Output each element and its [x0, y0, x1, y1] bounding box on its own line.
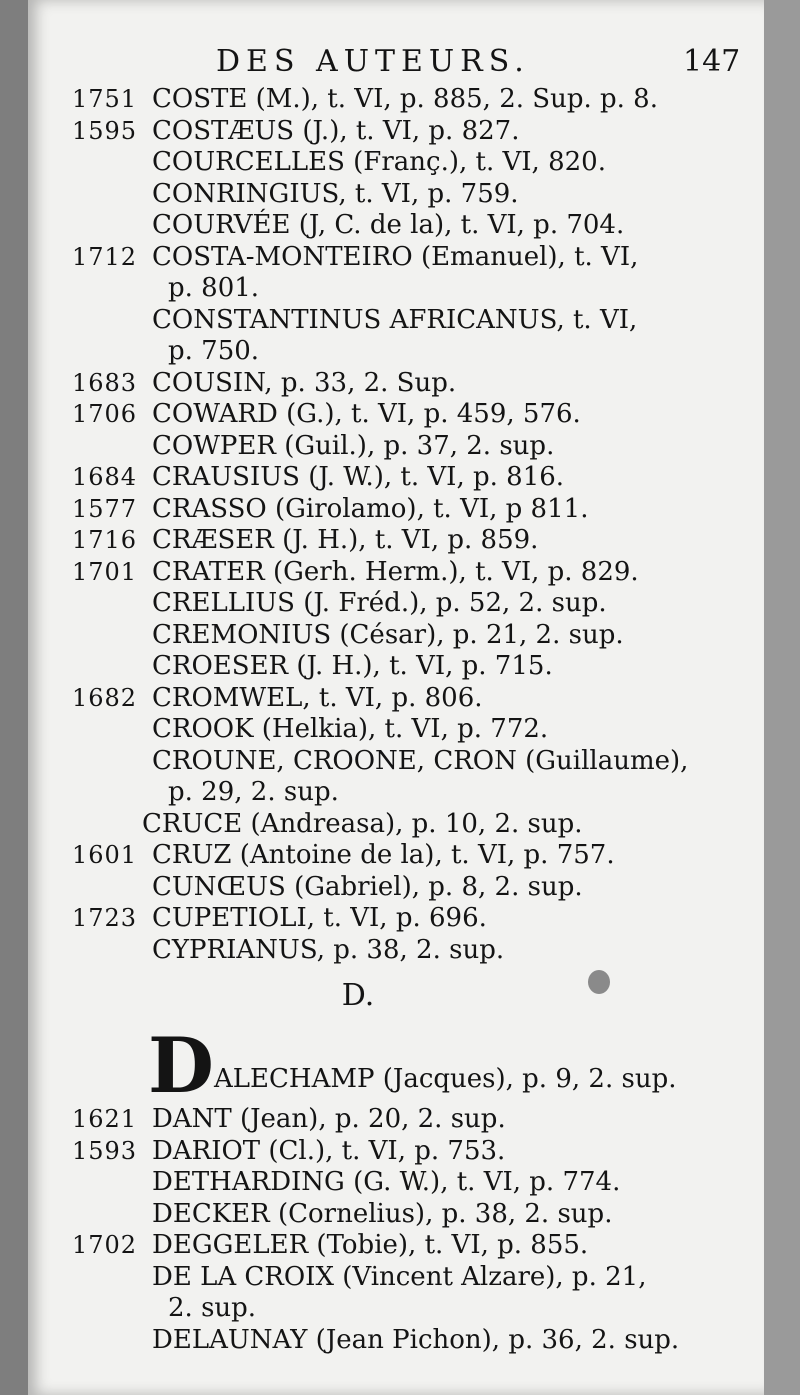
index-entry [28, 242, 768, 274]
entry-year: 1701 [72, 557, 138, 586]
entry-text: DE LA CROIX (Vincent Alzare), p. 21, [152, 1261, 647, 1292]
entry-text: COSTÆUS (J.), t. VI, p. 827. [152, 115, 520, 146]
index-entry [28, 588, 768, 620]
index-entry [28, 1325, 768, 1357]
entry-text: CRUZ (Antoine de la), t. VI, p. 757. [152, 840, 615, 870]
index-entry [28, 809, 768, 841]
index-entry [28, 336, 768, 368]
dropcap-entry [28, 1021, 768, 1110]
entry-text: DETHARDING (G. W.), t. VI, p. 774. [152, 1167, 621, 1197]
index-entry [28, 840, 768, 872]
index-entry [28, 210, 768, 242]
entry-text: CRATER (Gerh. Herm.), t. VI, p. 829. [152, 556, 639, 587]
index-entry [28, 116, 768, 148]
entry-year: 1706 [72, 400, 138, 428]
index-entry [28, 431, 768, 463]
index-entry [28, 651, 768, 683]
entry-text: CONSTANTINUS AFRICANUS, t. VI, [152, 304, 638, 335]
paper-stain [588, 970, 610, 994]
index-entry [28, 84, 768, 116]
entry-text: COWARD (G.), t. VI, p. 459, 576. [152, 399, 581, 429]
dropcap-entry-text: ALECHAMP (Jacques), p. 9, 2. sup. [214, 1064, 677, 1094]
index-entry [28, 399, 768, 431]
entry-text: COUSIN, p. 33, 2. Sup. [152, 367, 457, 398]
entry-text: CROESER (J. H.), t. VI, p. 715. [152, 651, 553, 681]
index-entry [28, 462, 768, 494]
entry-text: CUPETIOLI, t. VI, p. 696. [152, 903, 487, 933]
entry-text: COSTA-MONTEIRO (Emanuel), t. VI, [152, 241, 639, 272]
entry-year: 1702 [72, 1231, 138, 1259]
entry-year: 1621 [72, 1105, 138, 1133]
entry-text: CROMWEL, t. VI, p. 806. [152, 682, 483, 713]
entry-text: CROUNE, CROONE, CRON (Guillaume), [152, 745, 689, 776]
entry-text: p. 801. [168, 273, 260, 303]
index-entry [28, 305, 768, 337]
entry-year: 1712 [72, 242, 138, 271]
index-entry [28, 1136, 768, 1168]
page-header [28, 44, 768, 88]
entry-text: CYPRIANUS, p. 38, 2. sup. [152, 934, 505, 965]
entry-text: CRASSO (Girolamo), t. VI, p 811. [152, 493, 589, 524]
entry-year: 1577 [72, 494, 138, 523]
drop-cap: D [148, 1021, 214, 1110]
entries-d [28, 1104, 768, 1356]
index-entry [28, 273, 768, 305]
entry-text: DARIOT (Cl.), t. VI, p. 753. [152, 1135, 506, 1166]
index-entry [28, 1104, 768, 1136]
index-entry [28, 179, 768, 211]
index-entry [28, 746, 768, 778]
entry-text: COWPER (Guil.), p. 37, 2. sup. [152, 430, 555, 461]
index-entry [28, 494, 768, 526]
entry-year: 1716 [72, 526, 138, 554]
entry-year: 1751 [72, 85, 138, 113]
index-entry [28, 872, 768, 904]
entry-text: CREMONIUS (César), p. 21, 2. sup. [152, 619, 624, 650]
entry-year: 1682 [72, 683, 138, 712]
index-entry [28, 620, 768, 652]
index-entry [28, 935, 768, 967]
entry-text: DECKER (Cornelius), p. 38, 2. sup. [152, 1198, 613, 1229]
entry-year: 1684 [72, 463, 138, 491]
entry-year: 1601 [72, 841, 138, 869]
index-entry [28, 1199, 768, 1231]
entry-text: COSTE (M.), t. VI, p. 885, 2. Sup. p. 8. [152, 84, 658, 114]
entries-c [28, 84, 768, 966]
entry-text: CRÆSER (J. H.), t. VI, p. 859. [152, 525, 539, 555]
index-entry [28, 557, 768, 589]
entry-text: COURVÉE (J, C. de la), t. VI, p. 704. [152, 210, 625, 240]
entry-text: CRAUSIUS (J. W.), t. VI, p. 816. [152, 462, 565, 492]
entry-text: CROOK (Helkia), t. VI, p. 772. [152, 714, 549, 744]
index-entry [28, 777, 768, 809]
index-entry [28, 1167, 768, 1199]
index-entry [28, 683, 768, 715]
index-entry [28, 147, 768, 179]
entry-text: p. 750. [168, 336, 260, 366]
entry-text: CUNŒUS (Gabriel), p. 8, 2. sup. [152, 871, 583, 902]
entry-year: 1593 [72, 1136, 138, 1165]
section-letter: D. [341, 978, 375, 1013]
entry-year: 1595 [72, 116, 138, 145]
index-entry [28, 1293, 768, 1325]
index-entry [28, 903, 768, 935]
entry-text: DEGGELER (Tobie), t. VI, p. 855. [152, 1230, 589, 1260]
entry-text: CRELLIUS (J. Fréd.), p. 52, 2. sup. [152, 588, 607, 618]
entry-text: DANT (Jean), p. 20, 2. sup. [152, 1104, 506, 1134]
entry-text: DELAUNAY (Jean Pichon), p. 36, 2. sup. [152, 1324, 680, 1355]
entry-text: CONRINGIUS, t. VI, p. 759. [152, 178, 519, 209]
entry-text: 2. sup. [168, 1293, 257, 1323]
page-edge [764, 0, 800, 1395]
index-entry [28, 525, 768, 557]
index-entry [28, 714, 768, 746]
index-entry [28, 1230, 768, 1262]
book-page [28, 0, 768, 1395]
entry-year: 1683 [72, 368, 138, 397]
index-entry [28, 368, 768, 400]
running-title: DES AUTEURS. [216, 44, 530, 79]
index-entry [28, 1262, 768, 1294]
page-number: 147 [683, 44, 741, 79]
author-index [28, 84, 768, 1356]
entry-text: COURCELLES (Franç.), t. VI, 820. [152, 147, 606, 177]
entry-year: 1723 [72, 904, 138, 932]
entry-text: p. 29, 2. sup. [168, 777, 339, 807]
entry-text: CRUCE (Andreasa), p. 10, 2. sup. [142, 808, 583, 839]
